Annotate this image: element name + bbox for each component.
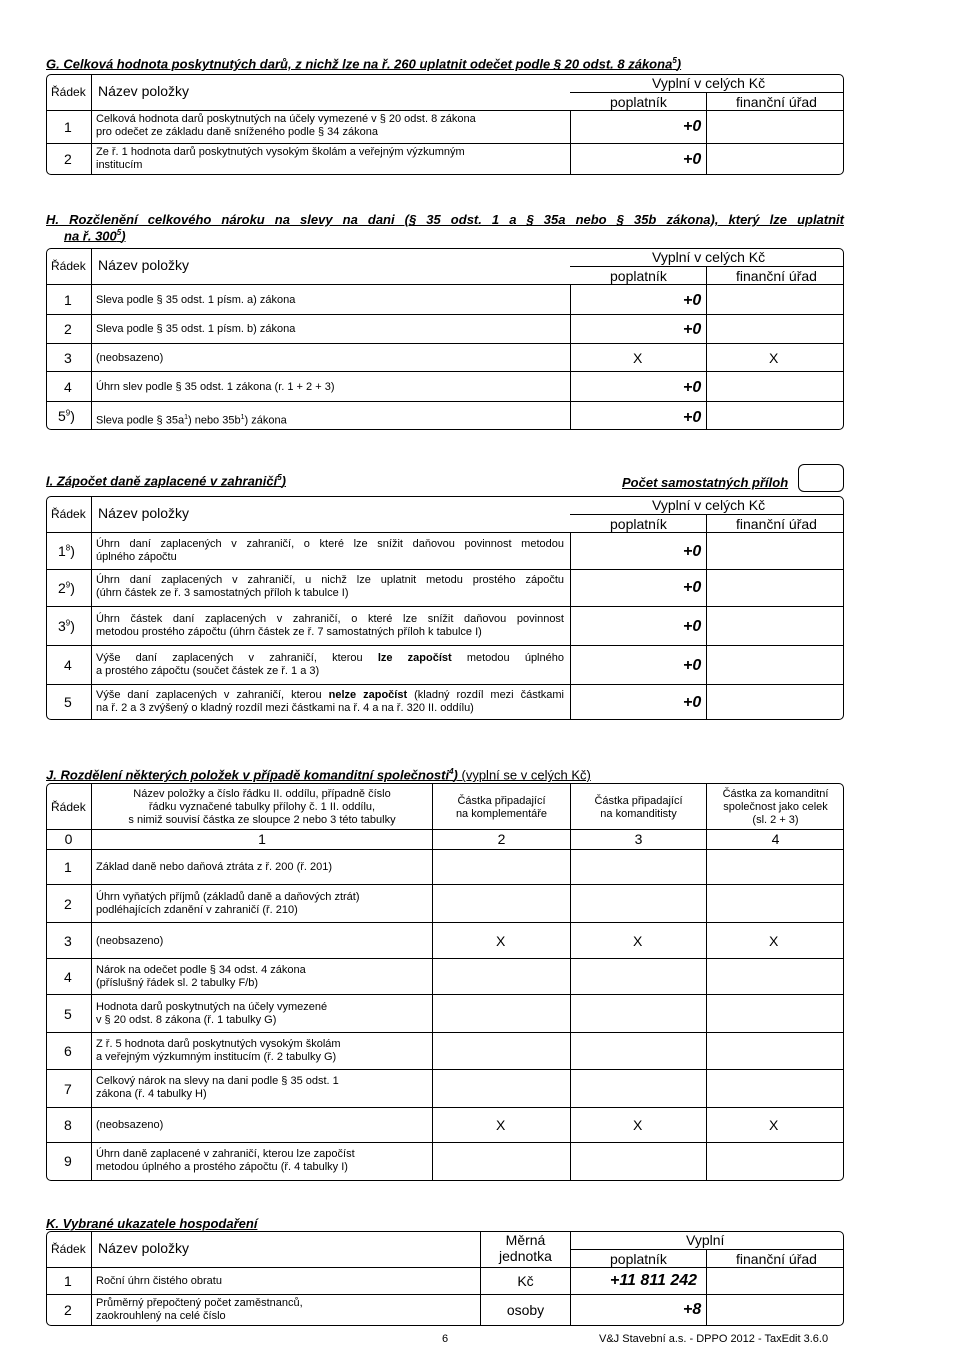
col-header-financni-urad: finanční úřad	[736, 94, 817, 110]
section-j-title: J. Rozdělení některých položek v případě komanditní společnosti$^4$) (vyplní se v celých Kč)	[46, 767, 591, 783]
attachments-count-label: Počet samostatných příloh	[622, 475, 789, 490]
col-header-poplatnik: poplatník	[610, 94, 667, 110]
i-row-5-num: 5	[64, 694, 72, 710]
j-colnum-4: 4	[771, 831, 780, 847]
i-row-1-label: Úhrn daní zaplacených v zahraničí, o které lze snížit daňovou povinnost metodou	[96, 538, 564, 550]
k-row-1-value[interactable]: +11 811 242	[610, 1272, 698, 1289]
section-i-title: I. Zápočet daně zaplacené v zahraničí$^5$)	[46, 473, 286, 489]
j-row-4-num: 4	[64, 969, 72, 985]
col-header-nazev: Název položky	[98, 83, 190, 99]
j-row-7-num: 7	[64, 1081, 72, 1097]
col-header-vyplni-kc: Vyplní v celých Kč	[652, 75, 766, 91]
h-row-2-label: Sleva podle § 35 odst. 1 písm. b) zákona	[96, 323, 296, 335]
j-col-header-3: Částka připadající na komanditisty	[594, 795, 683, 820]
h-col-header-financni-urad: finanční úřad	[736, 268, 817, 284]
j-col-header-radek: Řádek	[51, 800, 86, 814]
i-col-header-vyplni-kc: Vyplní v celých Kč	[652, 497, 766, 513]
j-colnum-2: 2	[497, 831, 506, 847]
i-col-header-radek: Řádek	[51, 507, 86, 521]
h-row-2-num: 2	[64, 321, 72, 337]
j-row-2-label-2: podléhajících zdanění v zahraničí (ř. 210)	[96, 904, 298, 916]
j-row-8-x-col3: X	[633, 1117, 643, 1133]
h-col-header-nazev: Název položky	[98, 257, 190, 273]
j-row-2-label: Úhrn vyňatých příjmů (základů daně a daňových ztrát)	[96, 891, 360, 903]
section-k-title: K. Vybrané ukazatele hospodaření	[46, 1216, 258, 1231]
h-row-2-value[interactable]: +0	[683, 321, 702, 338]
j-row-7-label-2: zákona (ř. 4 tabulky H)	[96, 1088, 207, 1100]
h-col-header-poplatnik: poplatník	[610, 268, 667, 284]
i-row-4-num: 4	[64, 657, 72, 673]
g-row-1-num: 1	[64, 119, 72, 135]
col-header-radek: Řádek	[51, 85, 86, 99]
section-g-title: G. Celková hodnota poskytnutých darů, z nichž lze na ř. 260 uplatnit odečet podle § 20 odst. 8 zákona$^5$)	[46, 56, 682, 72]
h-row-1-value[interactable]: +0	[683, 292, 702, 309]
attachments-count-input[interactable]	[798, 464, 844, 492]
j-row-5-label: Hodnota darů poskytnutých na účely vymezené	[96, 1001, 328, 1013]
k-col-header-nazev: Název položky	[98, 1240, 190, 1256]
g-row-2-num: 2	[64, 151, 72, 167]
j-row-9-label: Úhrn daně zaplacené v zahraničí, kterou lze započíst	[96, 1148, 355, 1160]
j-row-2-num: 2	[64, 896, 72, 912]
i-row-3-label-2: metodou prostého zápočtu (úhrn částek ze ř. 7 samostatných příloh k tabulce I)	[96, 626, 482, 638]
k-row-1-unit: Kč	[517, 1273, 534, 1289]
j-row-1-label: Základ daně nebo daňová ztráta z ř. 200 (ř. 201)	[96, 861, 333, 873]
k-row-2-value[interactable]: +8	[683, 1301, 702, 1318]
j-row-8-label: (neobsazeno)	[96, 1119, 164, 1131]
j-colnum-1: 1	[258, 831, 266, 847]
i-row-5-label: Výše daní zaplacených v zahraničí, kterou nelze započíst (kladný rozdíl mezi částkami	[96, 689, 564, 701]
k-col-header-poplatnik: poplatník	[610, 1251, 667, 1267]
k-row-2-label-2: zaokrouhlený na celé číslo	[96, 1310, 226, 1322]
i-row-2-num: $2^9$)	[58, 580, 75, 596]
j-row-6-num: 6	[64, 1043, 72, 1059]
i-row-1-label-2: úplného zápočtu	[96, 551, 177, 563]
j-row-7-label: Celkový nárok na slevy na dani podle § 35 odst. 1	[96, 1075, 339, 1087]
j-row-6-label-2: a veřejným výzkumným institucím (ř. 2 tabulky G)	[96, 1051, 337, 1063]
h-row-1-num: 1	[64, 292, 72, 308]
i-row-5-label-2: na ř. 2 a 3 zvýšený o kladný rozdíl mezi částkami na ř. 4 a na ř. 320 II. oddílu)	[96, 702, 474, 714]
j-row-8-x-col2: X	[496, 1117, 506, 1133]
i-row-1-num: $1^8$)	[58, 543, 75, 559]
j-row-1-num: 1	[64, 859, 72, 875]
i-col-header-poplatnik: poplatník	[610, 516, 667, 532]
h-row-5-value[interactable]: +0	[683, 409, 702, 426]
i-row-3-label: Úhrn částek daní zaplacených v zahraničí, o které lze snížit daňovou povinnost	[96, 613, 564, 625]
section-h-title: H. Rozčlenění celkového nároku na slevy na dani (§ 35 odst. 1 a § 35a nebo § 35b zákona), který lze uplatnit	[46, 212, 844, 227]
j-row-9-num: 9	[64, 1153, 72, 1169]
h-row-4-value[interactable]: +0	[683, 379, 702, 396]
j-col-header-4: Částka za komanditní společnost jako celek (sl. 2 + 3)	[722, 788, 829, 826]
i-row-4-value[interactable]: +0	[683, 657, 702, 674]
i-row-5-value[interactable]: +0	[683, 694, 702, 711]
k-row-1-num: 1	[64, 1273, 72, 1289]
i-row-3-num: $3^9$)	[58, 618, 75, 634]
k-row-2-label: Průměrný přepočtený počet zaměstnanců,	[96, 1297, 303, 1309]
h-row-3-x-poplatnik: X	[633, 350, 643, 366]
i-row-3-value[interactable]: +0	[683, 618, 702, 635]
h-col-header-radek: Řádek	[51, 259, 86, 273]
g-row-1-label-2: pro odečet ze základu daně sníženého podle § 34 zákona	[96, 126, 378, 138]
j-row-3-num: 3	[64, 933, 72, 949]
section-h-title-2: na ř. $300^5$)	[64, 228, 126, 244]
i-row-2-value[interactable]: +0	[683, 579, 702, 596]
k-col-header-radek: Řádek	[51, 1242, 86, 1256]
j-row-3-x-col2: X	[496, 933, 506, 949]
page-number: 6	[442, 1333, 449, 1345]
i-row-4-label: Výše daní zaplacených v zahraničí, kterou lze započíst metodou úplného	[96, 652, 564, 664]
k-col-header-financni-urad: finanční úřad	[736, 1251, 817, 1267]
section-i-table	[46, 496, 844, 720]
g-row-2-label-2: institucím	[96, 159, 143, 171]
j-row-4-label: Nárok na odečet podle § 34 odst. 4 zákona	[96, 964, 306, 976]
h-row-3-num: 3	[64, 350, 72, 366]
g-row-2-value[interactable]: +0	[683, 151, 702, 168]
footer-software-info: V&J Stavební a.s. - DPPO 2012 - TaxEdit 3.6.0	[599, 1333, 829, 1345]
i-row-4-label-2: a prostého zápočtu (součet částek ze ř. 1 a 3)	[96, 665, 320, 677]
j-row-5-num: 5	[64, 1006, 72, 1022]
h-row-5-num: $5^9$)	[58, 408, 75, 424]
h-row-5-label: Sleva podle § $35a^1$) nebo $35b^1$) zákona	[96, 414, 287, 427]
k-row-2-unit: osoby	[506, 1302, 545, 1318]
i-row-2-label: Úhrn daní zaplacených v zahraničí, u nichž lze uplatnit metodu prostého zápočtu	[96, 574, 564, 586]
j-row-4-label-2: (příslušný řádek sl. 2 tabulky F/b)	[96, 977, 259, 989]
j-row-3-x-col4: X	[769, 933, 779, 949]
i-col-header-nazev: Název položky	[98, 505, 190, 521]
k-row-1-label: Roční úhrn čistého obratu	[96, 1275, 222, 1287]
j-row-3-label: (neobsazeno)	[96, 935, 164, 947]
k-col-header-vyplni: Vyplní	[686, 1232, 725, 1248]
j-row-9-label-2: metodou úplného a prostého zápočtu (ř. 4 tabulky I)	[96, 1161, 348, 1173]
i-row-1-value[interactable]: +0	[683, 543, 702, 560]
i-col-header-financni-urad: finanční úřad	[736, 516, 817, 532]
g-row-2-label: Ze ř. 1 hodnota darů poskytnutých vysokým školám a veřejným výzkumným	[96, 146, 465, 158]
h-row-3-x-urad: X	[769, 350, 779, 366]
h-row-1-label: Sleva podle § 35 odst. 1 písm. a) zákona	[96, 294, 296, 306]
h-col-header-vyplni-kc: Vyplní v celých Kč	[652, 249, 766, 265]
j-row-6-label: Z ř. 5 hodnota darů poskytnutých vysokým školám	[96, 1038, 341, 1050]
k-row-2-num: 2	[64, 1302, 72, 1318]
h-row-4-num: 4	[64, 379, 72, 395]
h-row-3-label: (neobsazeno)	[96, 352, 164, 364]
j-row-8-num: 8	[64, 1117, 72, 1133]
h-row-4-label: Úhrn slev podle § 35 odst. 1 zákona (r. 1 + 2 + 3)	[96, 381, 335, 393]
k-col-header-merna-jednotka: Měrná jednotka	[499, 1232, 552, 1264]
j-colnum-0: 0	[64, 831, 73, 847]
j-row-3-x-col3: X	[633, 933, 643, 949]
g-row-1-value[interactable]: +0	[683, 118, 702, 135]
section-h-table	[46, 248, 844, 430]
i-row-2-label-2: (úhrn částek ze ř. 3 samostatných příloh k tabulce I)	[96, 587, 349, 599]
j-row-8-x-col4: X	[769, 1117, 779, 1133]
j-row-5-label-2: v § 20 odst. 8 zákona (ř. 1 tabulky G)	[96, 1014, 277, 1026]
g-row-1-label: Celková hodnota darů poskytnutých na účely vymezené v § 20 odst. 8 zákona	[96, 113, 476, 125]
j-col-header-2: Částka připadající na komplementáře	[455, 795, 548, 820]
j-colnum-3: 3	[634, 831, 643, 847]
j-col-header-1: Název položky a číslo řádku II. oddílu, případně číslo řádku vyznačené tabulky přílohy č. 1 II. oddílu, s nimiž souvisí částka ze sloupce 2 nebo 3 této tabulky	[128, 788, 396, 826]
